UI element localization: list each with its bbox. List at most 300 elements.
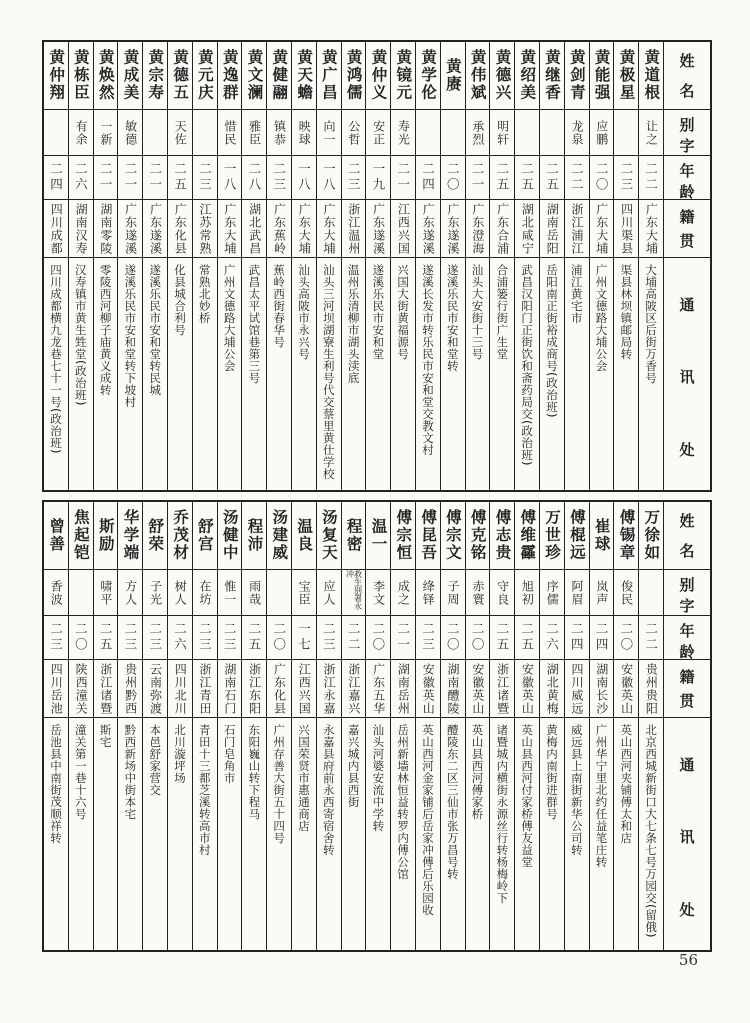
native-place-cell: [490, 200, 514, 258]
person-name: 焦起铠: [71, 509, 90, 562]
courtesy-name-cell: [416, 570, 440, 616]
age-value: 二一: [122, 162, 138, 193]
age-cell: [118, 616, 142, 660]
age-value: 一九: [370, 162, 386, 193]
directory-column: [489, 42, 514, 490]
courtesy-name-cell: [639, 570, 663, 616]
directory-column: [365, 502, 390, 950]
address-cell: [218, 718, 242, 950]
courtesy-name-cell: [94, 110, 118, 156]
courtesy-name-cell: [69, 110, 93, 156]
courtesy-name: 旭初: [520, 579, 535, 606]
age-value: 二三: [197, 622, 213, 653]
header-name-label: 姓 名: [679, 512, 695, 560]
age-value: 二一: [395, 622, 411, 653]
address: 遂溪乐民市安和堂: [371, 264, 386, 360]
age-cell: [267, 616, 291, 660]
courtesy-name-cell: [490, 110, 514, 156]
age-value: 二三: [420, 622, 436, 653]
person-name: 黄赓: [443, 58, 462, 93]
native-place-cell: [69, 200, 93, 258]
age-value: 一八: [296, 162, 312, 193]
name-cell: [515, 42, 539, 110]
native-place: 广东合浦: [495, 202, 510, 255]
age-cell: [391, 156, 415, 200]
courtesy-name-cell: [267, 570, 291, 616]
age-cell: [242, 156, 266, 200]
directory-column: [192, 42, 217, 490]
age-cell: [218, 156, 242, 200]
address: 浦江黄宅市: [569, 264, 584, 324]
name-cell: [391, 42, 415, 110]
courtesy-name: 李文: [371, 579, 386, 606]
name-cell: [143, 42, 167, 110]
native-place: 浙江浦江: [570, 202, 584, 255]
directory-column: [316, 502, 341, 950]
native-place: 广东遂溪: [446, 202, 461, 255]
directory-column: [217, 42, 242, 490]
header-alias-cell: [664, 110, 710, 156]
age-cell: [366, 616, 390, 660]
address: 醴陵东二区三仙市张万昌号转: [445, 724, 460, 880]
directory-table-bottom: [42, 500, 712, 952]
address-cell: [515, 258, 539, 490]
courtesy-name-cell: [218, 110, 242, 156]
directory-column: [613, 42, 638, 490]
header-age-label: 年 龄: [679, 162, 695, 200]
person-name: 温良: [295, 518, 314, 553]
courtesy-name: 让之: [644, 119, 659, 146]
native-place: 江苏常熟: [198, 202, 213, 255]
address: 温州乐清柳市湖头渎底: [346, 264, 361, 384]
address: 兴国大街黄福源号: [396, 264, 411, 360]
address: 北京西城新街口大七条七号万园交(留俄): [644, 724, 659, 938]
address: 汕头大安街十三号: [470, 264, 485, 360]
address: 永嘉县府前永西寄宿舍转: [321, 724, 336, 856]
age-cell: [639, 616, 663, 660]
age-value: 二四: [48, 162, 64, 193]
native-place: 广东蕉岭: [272, 202, 287, 255]
native-place-cell: [540, 660, 564, 718]
age-value: 二〇: [470, 622, 486, 653]
name-cell: [614, 42, 638, 110]
name-cell: [515, 502, 539, 570]
courtesy-name-cell: [193, 570, 217, 616]
person-name: 斯励: [96, 518, 115, 553]
native-place-cell: [44, 660, 68, 718]
address-cell: [69, 718, 93, 950]
directory-column: [613, 502, 638, 950]
person-name: 黄栋臣: [71, 49, 90, 102]
address-cell: [416, 258, 440, 490]
header-origin-cell: [664, 660, 710, 718]
person-name: 曾善: [47, 518, 66, 553]
directory-column: [217, 502, 242, 950]
address-cell: [490, 718, 514, 950]
address: 黔西新场中街本宅: [123, 724, 138, 820]
native-place: 浙江温州: [346, 202, 361, 255]
directory-column: [440, 42, 465, 490]
address-cell: [366, 258, 390, 490]
native-place-cell: [466, 200, 490, 258]
age-value: 二三: [618, 162, 634, 193]
address-cell: [193, 718, 217, 950]
age-cell: [441, 616, 465, 660]
address-cell: [168, 718, 192, 950]
courtesy-name: 俊民: [619, 579, 634, 606]
native-place-cell: [639, 660, 663, 718]
native-place: 广东五华: [371, 662, 386, 715]
age-cell: [143, 616, 167, 660]
native-place: 浙江诸暨: [495, 662, 510, 715]
header-name-cell: [664, 502, 710, 570]
native-place-cell: [614, 200, 638, 258]
name-cell: [69, 42, 93, 110]
address-cell: [242, 718, 266, 950]
address-cell: [168, 258, 192, 490]
native-place: 广东澄海: [470, 202, 485, 255]
person-name: 傅宗文: [443, 509, 462, 562]
name-cell: [218, 42, 242, 110]
age-cell: [242, 616, 266, 660]
person-name: 黄广昌: [319, 49, 338, 102]
address-cell: [466, 718, 490, 950]
native-place: 广东大埔: [297, 202, 312, 255]
courtesy-name: 安正: [371, 119, 386, 146]
native-place: 安徽英山: [470, 662, 485, 715]
courtesy-name: 龙泉: [570, 119, 584, 146]
header-age-cell: [664, 156, 710, 200]
courtesy-name: 方人: [123, 579, 138, 606]
age-cell: [391, 616, 415, 660]
native-place: 湖南零陵: [98, 202, 113, 255]
courtesy-name-cell: [590, 110, 614, 156]
age-cell: [69, 156, 93, 200]
address: 石门皂角市: [222, 724, 237, 784]
native-place: 四川威远: [570, 662, 584, 715]
directory-column: [539, 502, 564, 950]
courtesy-name-cell: [366, 110, 390, 156]
address: 英山县西河傅家桥: [470, 724, 485, 820]
age-value: 二六: [172, 622, 188, 653]
age-cell: [168, 616, 192, 660]
courtesy-name-cell: [540, 570, 564, 616]
person-name: 黄剑青: [567, 49, 586, 102]
native-place-cell: [590, 200, 614, 258]
header-address-label: 通 讯 处: [679, 755, 695, 920]
courtesy-name: 寿光: [396, 119, 411, 146]
courtesy-name-cell: [44, 570, 68, 616]
courtesy-name-cell: [639, 110, 663, 156]
address: 青田十三都芝溪转高市村: [197, 724, 212, 856]
person-name: 黄学伦: [419, 49, 438, 102]
name-cell: [118, 42, 142, 110]
native-place: 四川渠县: [619, 202, 634, 255]
native-place-cell: [416, 660, 440, 718]
address: 化县城合利号: [172, 264, 187, 336]
age-cell: [69, 616, 93, 660]
name-cell: [614, 502, 638, 570]
age-cell: [466, 156, 490, 200]
age-cell: [565, 616, 589, 660]
person-name: 黄焕然: [96, 49, 115, 102]
header-origin-cell: [664, 200, 710, 258]
courtesy-name-cell: [168, 110, 192, 156]
native-place: 湖北咸宁: [520, 202, 535, 255]
address: 威远县上南街新华公司转: [569, 724, 584, 856]
address: 四川成都横九龙巷七十一号(政治班): [49, 264, 63, 454]
courtesy-name: 惟一: [222, 579, 237, 606]
name-cell: [342, 42, 366, 110]
directory-column: [390, 42, 415, 490]
courtesy-name: 应人: [322, 579, 337, 606]
native-place: 广东大埔: [594, 202, 609, 255]
address: 英山西河金家铺后岳家冲傅后乐园收: [420, 724, 435, 916]
age-value: 二一: [98, 162, 114, 193]
courtesy-name-cell: [391, 110, 415, 156]
name-cell: [441, 42, 465, 110]
age-value: 二二: [346, 622, 362, 653]
courtesy-name: 成之: [396, 579, 411, 606]
native-place-cell: [292, 200, 316, 258]
address-cell: [94, 258, 118, 490]
age-value: 二三: [271, 162, 287, 193]
courtesy-name-cell: [292, 110, 316, 156]
person-name: 黄逸群: [220, 49, 239, 102]
header-address-label: 通 讯 处: [679, 295, 695, 460]
native-place-cell: [44, 200, 68, 258]
address-cell: [218, 258, 242, 490]
age-value: 一八: [321, 162, 337, 193]
age-value: 二五: [494, 622, 510, 653]
courtesy-name-cell: [69, 570, 93, 616]
native-place: 湖北黄梅: [545, 662, 560, 715]
person-name: 舒宫: [195, 518, 214, 553]
courtesy-name-cell: [193, 110, 217, 156]
native-place: 浙江永嘉: [322, 662, 337, 715]
courtesy-name: 明轩: [495, 119, 510, 146]
courtesy-name-cell: [614, 570, 638, 616]
age-cell: [317, 616, 341, 660]
native-place: 湖南醴陵: [446, 662, 461, 715]
courtesy-name-cell: [391, 570, 415, 616]
courtesy-name: 雨哉: [247, 579, 262, 606]
native-place-cell: [565, 660, 589, 718]
directory-column: [117, 42, 142, 490]
age-value: 二四: [420, 162, 436, 193]
courtesy-name: 向一: [322, 119, 337, 146]
name-cell: [317, 42, 341, 110]
native-place: 云南弥渡: [148, 662, 163, 715]
name-cell: [490, 42, 514, 110]
courtesy-name: 子光: [148, 579, 163, 606]
age-value: 一七: [296, 622, 312, 653]
address: 广州文德路大埔公会: [222, 264, 237, 372]
address-cell: [69, 258, 93, 490]
courtesy-name-cell: [242, 110, 266, 156]
person-name: 傅昆吾: [419, 509, 438, 562]
age-value: 二三: [222, 622, 238, 653]
address: 广州文德路大埔公会: [594, 264, 609, 372]
courtesy-name: 应鹏: [594, 119, 609, 146]
native-place-cell: [540, 200, 564, 258]
address-cell: [540, 258, 564, 490]
native-place: 湖南岳州: [396, 662, 411, 715]
person-name: 黄鸿儒: [344, 49, 363, 102]
native-place-cell: [515, 200, 539, 258]
age-cell: [540, 156, 564, 200]
person-name: 黄德五: [171, 49, 190, 102]
directory-column: [415, 502, 440, 950]
name-cell: [590, 502, 614, 570]
header-address-cell: [664, 258, 710, 490]
name-cell: [292, 502, 316, 570]
address: 武昌汉阳门正街饮和斋药局交(政治班): [520, 264, 535, 466]
age-cell: [118, 156, 142, 200]
name-cell: [540, 42, 564, 110]
courtesy-name-cell: [118, 110, 142, 156]
person-name: 傅锡章: [617, 509, 636, 562]
directory-column: [68, 502, 93, 950]
native-place: 江西兴国: [396, 202, 411, 255]
native-place: 广东遂溪: [123, 202, 138, 255]
courtesy-name: 承烈: [470, 119, 485, 146]
age-value: 二三: [197, 162, 213, 193]
address-cell: [267, 258, 291, 490]
age-cell: [94, 156, 118, 200]
age-value: 二三: [346, 162, 362, 193]
name-cell: [366, 42, 390, 110]
age-cell: [614, 616, 638, 660]
age-cell: [490, 616, 514, 660]
address: 英山县西河付家桥傅友益堂: [520, 724, 535, 868]
address-cell: [639, 718, 663, 950]
courtesy-name-cell: [168, 570, 192, 616]
native-place-cell: [614, 660, 638, 718]
courtesy-name-cell: [143, 110, 167, 156]
courtesy-name: 绛铎: [421, 579, 436, 606]
address: 英山西河夹铺傅太和店: [619, 724, 634, 844]
directory-column: [638, 42, 663, 490]
header-name-cell: [664, 42, 710, 110]
courtesy-name-cell: [540, 110, 564, 156]
native-place-cell: [366, 660, 390, 718]
age-cell: [590, 616, 614, 660]
native-place-cell: [441, 660, 465, 718]
courtesy-name: 敏德: [123, 119, 138, 146]
name-cell: [242, 502, 266, 570]
address-cell: [292, 258, 316, 490]
age-value: 二六: [544, 622, 560, 653]
age-cell: [292, 156, 316, 200]
courtesy-name: 守良: [495, 579, 510, 606]
age-value: 二三: [147, 622, 163, 653]
address: 常熟北妙桥: [197, 264, 212, 324]
header-alias-label: 别 字: [679, 116, 695, 155]
native-place-cell: [267, 200, 291, 258]
address-cell: [44, 258, 68, 490]
name-cell: [94, 502, 118, 570]
directory-column: [68, 42, 93, 490]
address-cell: [391, 718, 415, 950]
name-cell: [193, 42, 217, 110]
name-cell: [267, 502, 291, 570]
directory-column: [241, 502, 266, 950]
page-number: 56: [678, 951, 698, 969]
person-name: 乔茂材: [171, 509, 190, 562]
native-place: 广东大埔: [322, 202, 337, 255]
courtesy-name: 救生别署永冲: [345, 570, 363, 610]
courtesy-name: 树人: [173, 579, 188, 606]
person-name: 黄天蟾: [295, 49, 314, 102]
age-cell: [44, 616, 68, 660]
courtesy-name-cell: [242, 570, 266, 616]
age-value: 二五: [544, 162, 560, 193]
age-cell: [317, 156, 341, 200]
age-cell: [94, 616, 118, 660]
address: 北川漩坪场: [172, 724, 187, 784]
age-value: 二〇: [445, 162, 461, 193]
native-place: 广东遂溪: [371, 202, 386, 255]
address-cell: [639, 258, 663, 490]
person-name: 黄绍美: [518, 49, 537, 102]
courtesy-name-cell: [218, 570, 242, 616]
address-cell: [614, 258, 638, 490]
name-cell: [391, 502, 415, 570]
name-cell: [168, 502, 192, 570]
person-name: 汤建威: [270, 509, 289, 562]
directory-column: [167, 42, 192, 490]
native-place: 四川成都: [49, 202, 64, 255]
name-cell: [317, 502, 341, 570]
courtesy-name-cell: [44, 110, 68, 156]
age-value: 二六: [73, 162, 89, 193]
address: 遂溪长发市转乐民市安和堂交教文村: [420, 264, 435, 456]
native-place: 浙江诸暨: [98, 662, 113, 715]
courtesy-name-cell: [366, 570, 390, 616]
courtesy-name: 序儒: [545, 579, 560, 606]
address: 汕头河婆安流中学转: [371, 724, 386, 832]
courtesy-name-cell: [342, 110, 366, 156]
native-place-cell: [466, 660, 490, 718]
name-cell: [168, 42, 192, 110]
person-name: 傅志贵: [493, 509, 512, 562]
name-cell: [639, 42, 663, 110]
courtesy-name-cell: [565, 110, 589, 156]
address-cell: [143, 718, 167, 950]
name-cell: [441, 502, 465, 570]
person-name: 傅宗恒: [394, 509, 413, 562]
age-cell: [342, 156, 366, 200]
age-cell: [565, 156, 589, 200]
native-place-cell: [317, 660, 341, 718]
address-cell: [565, 718, 589, 950]
age-value: 二一: [395, 162, 411, 193]
age-value: 二〇: [594, 162, 610, 193]
native-place-cell: [193, 200, 217, 258]
address-cell: [441, 718, 465, 950]
address: 汕头三河坝湖寮生利号代交蔡里黄仕学校: [321, 264, 336, 480]
age-value: 二二: [643, 162, 659, 193]
directory-column: [266, 42, 291, 490]
person-name: 汤复天: [319, 509, 338, 562]
directory-column: [341, 502, 366, 950]
native-place: 广东大埔: [644, 202, 659, 255]
age-value: 一八: [222, 162, 238, 193]
courtesy-name: 阿眉: [570, 579, 584, 606]
native-place: 湖南长沙: [594, 662, 609, 715]
age-value: 二三: [122, 622, 138, 653]
